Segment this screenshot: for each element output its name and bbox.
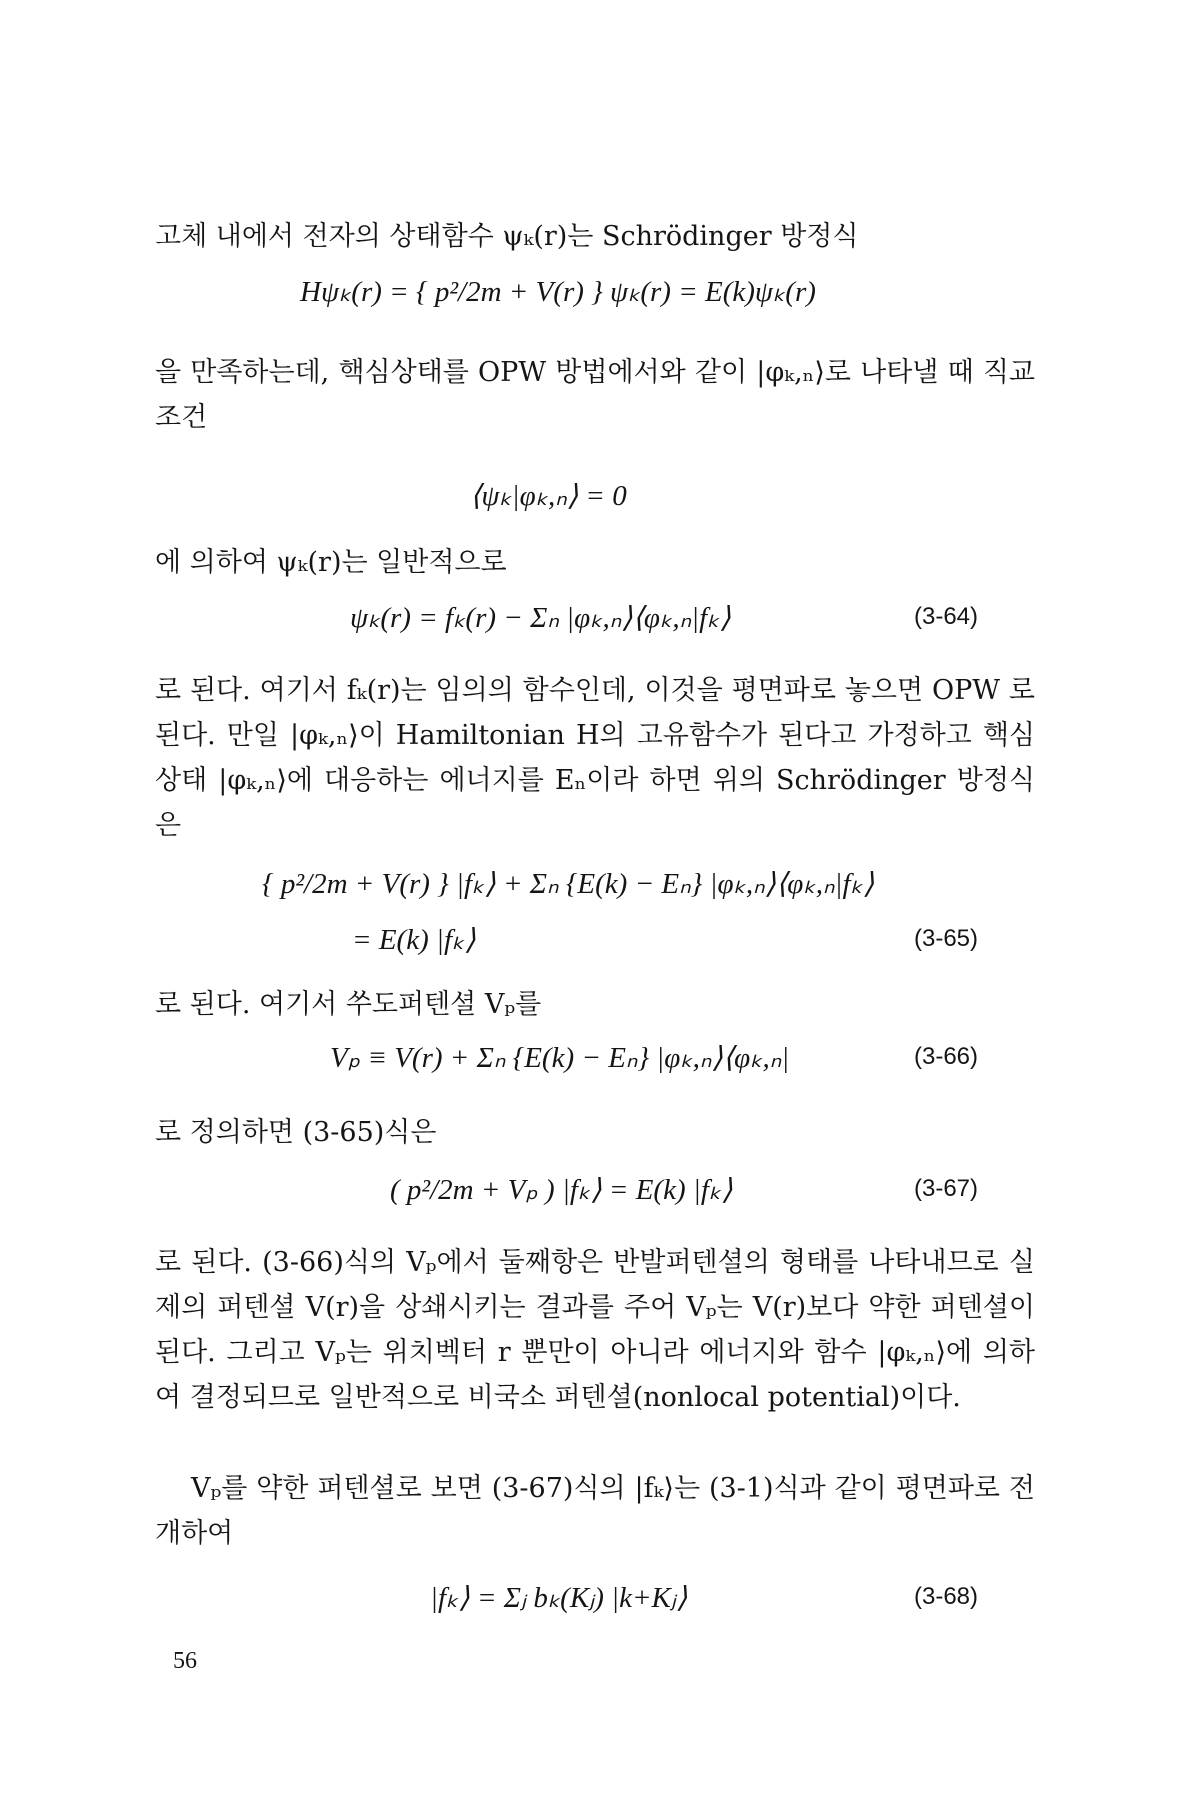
text-paragraph: 로 된다. (3-66)식의 Vₚ에서 둘째항은 반발퍼텐셜의 형태를 나타내므로 실제의 퍼텐셜 V(r)을 상쇄시키는 결과를 주어 Vₚ는 V(r)보다 약한 퍼텐셜이 된다. 그리고 Vₚ는 위치벡터 r 뿐만이 아니라 에너지와 함수 |φₖ,ₙ⟩에 의하여 결정되므로 일반적으로 비국소 퍼텐셜(nonlocal potential)이다.	[155, 1247, 1035, 1413]
equation: ⟨ψₖ|φₖ,ₙ⟩ = 0	[470, 480, 627, 512]
text-paragraph: Vₚ를 약한 퍼텐셜로 보면 (3-67)식의 |fₖ⟩는 (3-1)식과 같이 평면파로 전개하여	[155, 1473, 1035, 1549]
equation-number: (3-68)	[914, 1583, 979, 1610]
text-line: 로 된다. 여기서 쑤도퍼텐셜 Vₚ를	[155, 989, 542, 1020]
text-line: 고체 내에서 전자의 상태함수 ψₖ(r)는 Schrödinger 방정식	[155, 221, 859, 252]
equation: = E(k) |fₖ⟩	[352, 924, 476, 956]
equation-number: (3-67)	[914, 1175, 979, 1202]
equation: Vₚ ≡ V(r) + Σₙ {E(k) − Eₙ} |φₖ,ₙ⟩⟨φₖ,ₙ|	[330, 1042, 790, 1074]
equation: |fₖ⟩ = Σⱼ bₖ(Kⱼ) |k+Kⱼ⟩	[430, 1582, 688, 1614]
equation-number: (3-66)	[914, 1043, 979, 1070]
text-paragraph: 을 만족하는데, 핵심상태를 OPW 방법에서와 같이 |φₖ,ₙ⟩로 나타낼 때 직교조건	[155, 357, 1035, 433]
equation-number: (3-65)	[914, 925, 979, 952]
equation-number: (3-64)	[914, 603, 979, 630]
text-line: 에 의하여 ψₖ(r)는 일반적으로	[155, 547, 507, 578]
text-paragraph: 로 된다. 여기서 fₖ(r)는 임의의 함수인데, 이것을 평면파로 놓으면 OPW 로 된다. 만일 |φₖ,ₙ⟩이 Hamiltonian H의 고유함수가 된다고 가정하고 핵심상태 |φₖ,ₙ⟩에 대응하는 에너지를 Eₙ이라 하면 위의 Schrödinger 방정식은	[155, 675, 1035, 841]
page-number: 56	[173, 1648, 197, 1674]
equation: ( p²/2m + Vₚ ) |fₖ⟩ = E(k) |fₖ⟩	[390, 1174, 733, 1206]
equation: { p²/2m + V(r) } |fₖ⟩ + Σₙ {E(k) − Eₙ} |φₖ,ₙ⟩⟨φₖ,ₙ|fₖ⟩	[262, 868, 875, 900]
equation: Hψₖ(r) = { p²/2m + V(r) } ψₖ(r) = E(k)ψₖ(r)	[300, 276, 816, 308]
equation: ψₖ(r) = fₖ(r) − Σₙ |φₖ,ₙ⟩⟨φₖ,ₙ|fₖ⟩	[350, 602, 731, 634]
text-line: 로 정의하면 (3-65)식은	[155, 1117, 437, 1148]
